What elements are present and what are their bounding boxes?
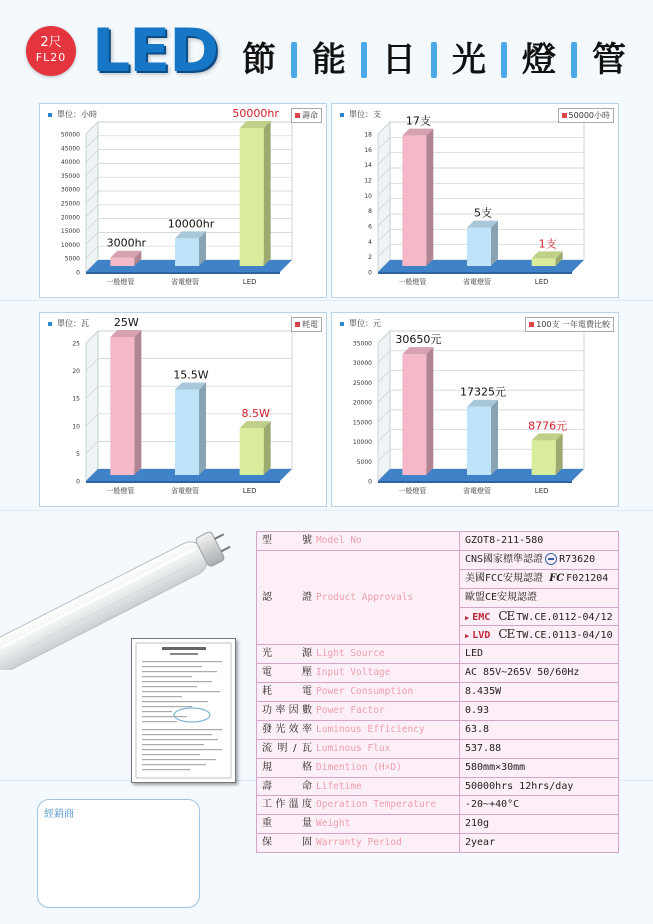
- spec-value: -20~+40°C: [460, 796, 619, 815]
- certificate-document-icon: [132, 639, 235, 782]
- emc-label: EMC: [472, 611, 491, 623]
- approval-fcc: [460, 569, 619, 588]
- bar-side: [264, 421, 271, 475]
- spec-row: [257, 645, 619, 664]
- title-divider: [431, 42, 437, 78]
- legend-swatch: [295, 322, 300, 327]
- spec-row: [257, 834, 619, 853]
- title-char: 燈: [522, 40, 556, 80]
- spec-row: [257, 777, 619, 796]
- spec-key-en: Model No: [316, 534, 362, 546]
- legend-swatch: [529, 322, 534, 327]
- category-label: 省電燈管: [171, 487, 199, 495]
- spec-row: [257, 683, 619, 702]
- category-label: 一般燈管: [398, 487, 427, 495]
- spec-key: [257, 550, 460, 644]
- spec-key-zh: 光源: [262, 648, 312, 660]
- bar-side: [491, 400, 498, 475]
- y-tick-label: 0: [76, 478, 80, 486]
- spec-key: [257, 815, 460, 834]
- spec-key: [257, 739, 460, 758]
- category-label: 省電燈管: [463, 487, 491, 495]
- y-tick-label: 14: [364, 162, 372, 170]
- spec-key-en: Weight: [316, 818, 351, 830]
- electricity-cost-chart: [331, 312, 619, 507]
- approval-cns: [460, 550, 619, 569]
- led-logo: LED: [92, 16, 219, 86]
- electricity-cost-chart-plot: [332, 313, 618, 506]
- chart-unit: [340, 109, 381, 120]
- spec-key: [257, 796, 460, 815]
- approval-lvd: [460, 626, 619, 645]
- title-divider: [291, 42, 297, 78]
- badge-size-text: 2尺: [40, 35, 62, 50]
- legend-label: 耗電: [302, 320, 318, 329]
- spec-key-zh: 功率因數: [262, 704, 312, 716]
- bar-value-label: 17支: [405, 114, 431, 128]
- category-label: LED: [242, 278, 257, 286]
- bar-value-label: 17325元: [460, 385, 506, 399]
- spec-row-model: [257, 532, 619, 551]
- title-divider: [361, 42, 367, 78]
- y-tick-label: 20000: [352, 399, 372, 407]
- category-label: LED: [534, 278, 549, 286]
- spec-value: 210g: [460, 815, 619, 834]
- bullet-icon: [48, 113, 52, 117]
- spec-key-zh: 型號: [262, 534, 312, 546]
- approval-cns-code: R73620: [559, 554, 596, 566]
- y-tick-label: 10: [364, 192, 372, 200]
- spec-key-en: Dimention (H×D): [316, 761, 402, 773]
- spec-key-zh: 認證: [262, 591, 312, 603]
- fcc-mark-icon: FC: [549, 572, 565, 584]
- y-tick-label: 50000: [60, 131, 80, 139]
- spec-value: LED: [460, 645, 619, 664]
- dealer-box: [37, 799, 200, 908]
- bar-value-label: 1支: [538, 237, 557, 251]
- y-tick-label: 8: [368, 208, 372, 216]
- y-tick-label: 30000: [60, 186, 80, 194]
- category-label: LED: [242, 487, 257, 495]
- category-label: LED: [534, 487, 549, 495]
- spec-key: [257, 834, 460, 853]
- category-label: 一般燈管: [398, 278, 427, 286]
- bar-value-label: 25W: [113, 316, 139, 329]
- y-tick-label: 10000: [352, 439, 372, 447]
- approval-fcc-code: F021204: [566, 572, 609, 584]
- bar-value-label: 15.5W: [173, 368, 209, 382]
- chart-floor-edge: [378, 481, 572, 483]
- title-char: 能: [312, 40, 346, 80]
- bar-value-label: 8776元: [528, 419, 568, 433]
- triangle-bullet-icon: ▶: [465, 613, 470, 622]
- ce-mark-icon: CE: [498, 627, 515, 642]
- y-tick-label: 10000: [60, 241, 80, 249]
- category-label: 一般燈管: [106, 278, 135, 286]
- chart-legend: [291, 108, 322, 123]
- category-label: 省電燈管: [463, 278, 491, 286]
- y-tick-label: 15: [72, 395, 80, 403]
- bar: [467, 228, 491, 266]
- bar-value-label: 8.5W: [241, 407, 270, 421]
- power-chart-plot: [40, 313, 326, 506]
- spec-key-zh: 流明/瓦: [262, 742, 312, 754]
- power-chart: [39, 312, 327, 507]
- spec-key: [257, 702, 460, 721]
- dealer-label: 經銷商: [44, 809, 74, 820]
- emc-code: TW.CE.0112-04/12: [516, 611, 613, 623]
- spec-key: [257, 758, 460, 777]
- y-tick-label: 10: [72, 423, 80, 431]
- spec-key: [257, 532, 460, 551]
- title-divider: [501, 42, 507, 78]
- lifetime-chart: [39, 103, 327, 298]
- y-tick-label: 0: [76, 269, 80, 277]
- approval-cns-text: CNS國家標準認證: [465, 554, 544, 566]
- legend-label: 50000小時: [568, 111, 610, 120]
- chart-side-wall: [378, 331, 390, 481]
- approval-fcc-text: 美國FCC安規認證: [465, 572, 544, 584]
- y-tick-label: 25000: [352, 379, 372, 387]
- y-tick-label: 4: [368, 238, 372, 246]
- approval-ce: 歐盟CE安規認證: [460, 588, 619, 607]
- spec-value: 537.88: [460, 739, 619, 758]
- legend-swatch: [295, 113, 300, 118]
- y-tick-label: 30000: [352, 360, 372, 368]
- lifetime-chart-plot: [40, 104, 326, 297]
- y-tick-label: 5: [76, 450, 80, 458]
- spec-key: [257, 664, 460, 683]
- spec-value: 8.435W: [460, 683, 619, 702]
- badge-model-text: FL20: [35, 51, 67, 64]
- bar: [240, 428, 264, 475]
- spec-table: [256, 531, 619, 853]
- spec-row: [257, 815, 619, 834]
- y-tick-label: 15000: [60, 228, 80, 236]
- spec-key-en: Luminous Efficiency: [316, 723, 425, 735]
- chart-legend: [558, 108, 614, 123]
- bar-value-label: 50000hr: [232, 107, 279, 120]
- size-badge: [26, 26, 76, 76]
- y-tick-label: 18: [364, 131, 372, 139]
- y-tick-label: 35000: [352, 340, 372, 348]
- spec-key-en: Input Voltage: [316, 667, 391, 679]
- spec-row: [257, 739, 619, 758]
- spec-key: [257, 683, 460, 702]
- spec-row: [257, 702, 619, 721]
- spec-value: GZOT8-211-580: [460, 532, 619, 551]
- category-label: 省電燈管: [171, 278, 199, 286]
- spec-key-zh: 電壓: [262, 667, 312, 679]
- y-tick-label: 25000: [60, 200, 80, 208]
- triangle-bullet-icon: ▶: [465, 632, 470, 641]
- tube-count-chart-plot: [332, 104, 618, 297]
- title-char: 日: [382, 40, 416, 80]
- y-tick-label: 0: [368, 478, 372, 486]
- bar-side: [491, 221, 498, 266]
- bar: [240, 128, 264, 266]
- category-label: 一般燈管: [106, 487, 135, 495]
- spec-key: [257, 645, 460, 664]
- y-tick-label: 12: [364, 177, 372, 185]
- bar-side: [556, 433, 563, 475]
- chart-unit-label: 單位：瓦: [57, 319, 89, 328]
- title-divider: [571, 42, 577, 78]
- bar: [110, 258, 134, 266]
- bullet-icon: [340, 322, 344, 326]
- spec-key-en: Luminous Flux: [316, 742, 391, 754]
- chart-side-wall: [86, 331, 98, 481]
- bar-side: [134, 330, 141, 475]
- tube-count-chart: [331, 103, 619, 298]
- spec-key-zh: 耗電: [262, 686, 312, 698]
- y-tick-label: 5000: [64, 255, 80, 263]
- spec-key-zh: 保固: [262, 837, 312, 849]
- spec-value: 580mm×30mm: [460, 758, 619, 777]
- y-tick-label: 25: [72, 340, 80, 348]
- page-title: [238, 40, 630, 80]
- bar-value-label: 3000hr: [106, 236, 147, 250]
- chart-floor-edge: [378, 272, 572, 274]
- y-tick-label: 16: [364, 146, 372, 154]
- bar-side: [426, 129, 433, 266]
- y-tick-label: 6: [368, 223, 372, 231]
- chart-legend: [291, 317, 322, 332]
- bullet-icon: [340, 113, 344, 117]
- bar: [402, 136, 426, 266]
- spec-row-approvals: [257, 550, 619, 569]
- spec-value: AC 85V~265V 50/60Hz: [460, 664, 619, 683]
- chart-unit: [48, 109, 97, 120]
- chart-unit-label: 單位：支: [349, 110, 381, 119]
- spec-row: [257, 796, 619, 815]
- title-char: 光: [452, 40, 486, 80]
- spec-key-zh: 重量: [262, 818, 312, 830]
- lvd-code: TW.CE.0113-04/10: [516, 630, 613, 642]
- chart-unit-label: 單位：元: [349, 319, 381, 328]
- y-tick-label: 2: [368, 254, 372, 262]
- chart-unit: [48, 318, 89, 329]
- spec-key-zh: 發光效率: [262, 723, 312, 735]
- spec-key-en: Power Factor: [316, 704, 385, 716]
- lvd-label: LVD: [472, 630, 491, 642]
- y-tick-label: 0: [368, 269, 372, 277]
- bar-side: [264, 121, 271, 266]
- spec-key-en: Lifetime: [316, 780, 362, 792]
- y-tick-label: 15000: [352, 419, 372, 427]
- spec-key-en: Power Consumption: [316, 686, 414, 698]
- y-tick-label: 20000: [60, 214, 80, 222]
- y-tick-label: 35000: [60, 172, 80, 180]
- bar: [110, 337, 134, 475]
- bar: [467, 407, 491, 475]
- spec-key-zh: 規格: [262, 761, 312, 773]
- bullet-icon: [48, 322, 52, 326]
- chart-floor-edge: [86, 481, 280, 483]
- chart-unit-label: 單位：小時: [57, 110, 97, 119]
- spec-row: [257, 664, 619, 683]
- chart-unit: [340, 318, 381, 329]
- legend-label: 100支 一年電費比較: [536, 320, 610, 329]
- y-tick-label: 45000: [60, 145, 80, 153]
- bar-side: [199, 382, 206, 475]
- spec-key-zh: 壽命: [262, 780, 312, 792]
- bar: [532, 258, 556, 266]
- spec-row: [257, 758, 619, 777]
- spec-value: 0.93: [460, 702, 619, 721]
- y-tick-label: 20: [72, 368, 80, 376]
- spec-value: 2year: [460, 834, 619, 853]
- bar-value-label: 10000hr: [167, 217, 215, 231]
- y-tick-label: 5000: [356, 458, 372, 466]
- bar: [175, 238, 199, 266]
- spec-key-zh: 工作溫度: [262, 799, 312, 811]
- spec-key-en: Operation Temperature: [316, 799, 437, 811]
- spec-key-en: Light Source: [316, 648, 385, 660]
- spec-key-en: Warranty Period: [316, 837, 402, 849]
- y-tick-label: 40000: [60, 159, 80, 167]
- title-char: 管: [592, 40, 626, 80]
- spec-key-en: Product Approvals: [316, 591, 414, 603]
- bar: [532, 440, 556, 475]
- spec-value: 50000hrs 12hrs/day: [460, 777, 619, 796]
- bar-value-label: 5支: [474, 206, 492, 220]
- legend-swatch: [562, 113, 567, 118]
- chart-side-wall: [378, 122, 390, 272]
- spec-key: [257, 777, 460, 796]
- approval-emc: [460, 607, 619, 626]
- certificate-document: [131, 638, 236, 783]
- spec-value: 63.8: [460, 720, 619, 739]
- bar: [175, 389, 199, 475]
- bar: [402, 354, 426, 475]
- ce-mark-icon: CE: [498, 608, 515, 623]
- cns-mark-icon: [545, 553, 557, 565]
- bar-side: [426, 347, 433, 475]
- chart-legend: [525, 317, 614, 332]
- spec-row: [257, 720, 619, 739]
- bar-value-label: 30650元: [395, 333, 442, 347]
- title-char: 節: [242, 40, 276, 80]
- legend-label: 壽命: [302, 111, 318, 120]
- chart-floor-edge: [86, 272, 280, 274]
- spec-key: [257, 720, 460, 739]
